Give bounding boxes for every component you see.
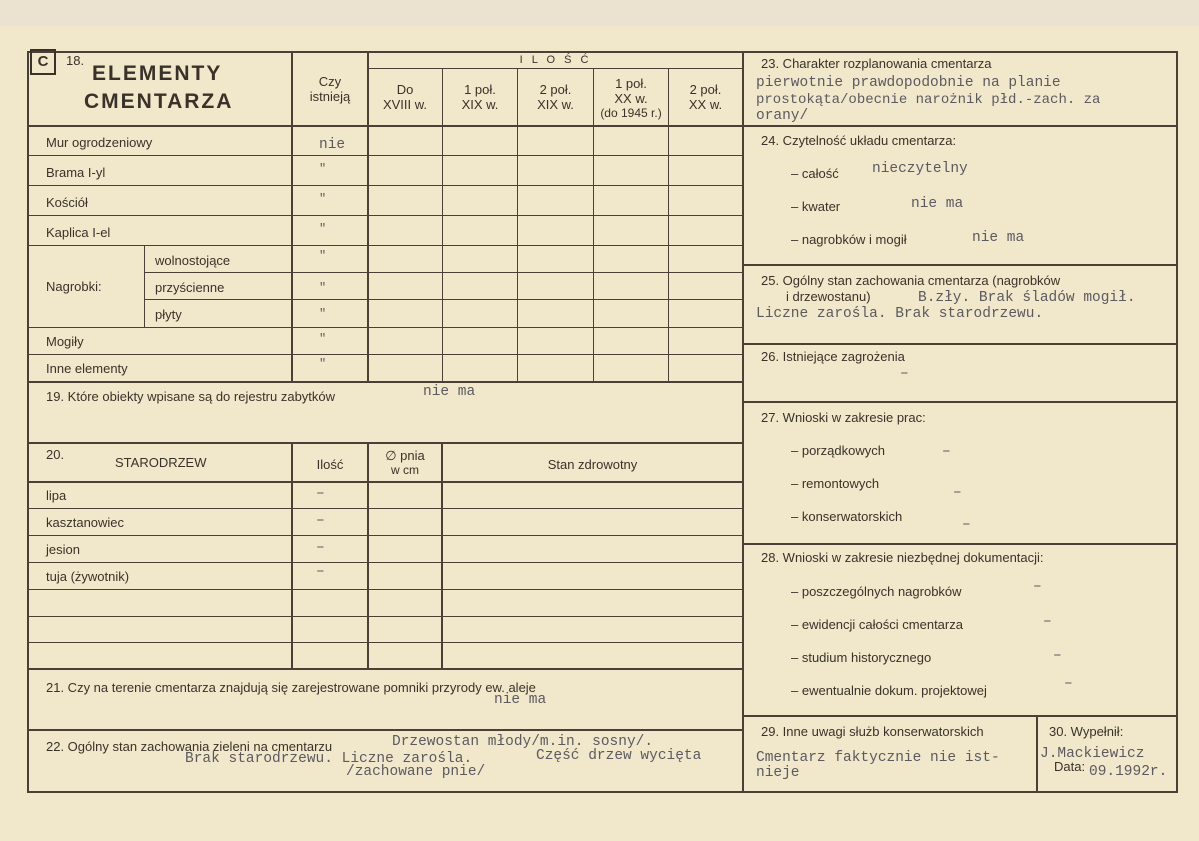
s28-bottom-line [743,715,1177,717]
s20-row-line [27,616,743,617]
s18-row-line [27,155,743,156]
col-header: 1 poł. [615,76,647,91]
nagrobki-divider [144,245,145,327]
s27-item: – porządkowych [791,443,885,458]
row-label: Nagrobki: [46,279,102,294]
ditto-mark: " [319,281,327,295]
s23-bottom-line [743,125,1177,127]
s25-value-1: B.zły. Brak śladów mogił. [918,290,1136,306]
s20-col-pnia-unit: w cm [391,463,419,477]
s24-item-label: – kwater [791,199,841,214]
s26-value: – [900,366,909,382]
s18-header-line [27,125,743,127]
ditto-mark: " [319,357,327,371]
s20-bottom-line [27,668,743,670]
s28-value: – [1043,614,1052,630]
s20-header-line [27,481,743,483]
ditto-mark: " [319,222,327,236]
tree-count: – [316,513,325,529]
s26-bottom-line [743,401,1177,403]
row-sublabel: przyścienne [155,280,225,295]
row-sublabel: wolnostojące [155,253,231,268]
ditto-mark: " [319,332,327,346]
s27-value: – [953,485,962,501]
s20-row-line [27,589,743,590]
s20-col-pnia: ∅ pnia [385,448,425,463]
s24-item-value: nie ma [972,230,1025,246]
s18-number: 18. [66,53,85,68]
s20-vline-1 [291,443,293,669]
row-label: Brama I-yl [46,165,106,180]
s23-label: 23. Charakter rozplanowania cmentarza [761,56,992,71]
s28-item: – poszczególnych nagrobków [791,584,962,599]
s24-item-value: nie ma [911,196,964,212]
frame-left [27,51,29,793]
s25-label-2: i drzewostanu) [786,289,871,304]
s22-label: 22. Ogólny stan zachowania zieleni na cmentarzu [46,739,333,754]
s23-value-2: prostokąta/obecnie narożnik płd.-zach. za [756,92,1101,108]
col-exists-line2: istnieją [309,89,351,104]
s18-row-line [144,299,743,300]
ditto-mark: " [319,249,327,263]
s28-item: – ewidencji całości cmentarza [791,617,963,632]
column-divider [742,51,744,793]
s29-label: 29. Inne uwagi służb konserwatorskich [761,724,984,739]
section-letter-box: C [30,49,56,75]
col-header: XIX w. [461,97,499,112]
s20-row-line [27,642,743,643]
s18-vline-4 [517,68,518,382]
s24-item-label: – nagrobków i mogił [791,232,907,247]
col-header: Do [396,82,414,97]
tree-label: jesion [46,542,80,557]
row-label: Mur ogrodzeniowy [46,135,153,150]
row-label: Mogiły [46,334,84,349]
s28-value: – [1033,579,1042,595]
s20-row-line [27,562,743,563]
s18-title-line1: ELEMENTY [92,62,223,85]
s23-value-1: pierwotnie prawdopodobnie na planie [756,75,1061,91]
s18-row-line [144,272,743,273]
s28-value: – [1053,648,1062,664]
s24-item-label: – całość [791,166,839,181]
s19-value: nie ma [423,384,476,400]
s30-label: 30. Wypełnił: [1049,724,1124,739]
s20-col-ilosc: Ilość [316,457,344,472]
col-header: 2 poł. [689,82,722,97]
col-header: 2 poł. [539,82,572,97]
s30-date: 09.1992r. [1089,764,1168,780]
s20-title: STARODRZEW [115,455,207,470]
s27-bottom-line [743,543,1177,545]
s18-row-line [27,245,743,246]
tree-label: kasztanowiec [46,515,125,530]
s18-row-line [27,327,743,328]
exists-value: nie [319,137,346,153]
tree-label: tuja (żywotnik) [46,569,130,584]
row-label: Inne elementy [46,361,128,376]
row-label: Kościół [46,195,88,210]
s27-item: – remontowych [791,476,880,491]
col-header: XVIII w. [382,97,428,112]
ditto-mark: " [319,307,327,321]
row-sublabel: płyty [155,307,182,322]
frame-bottom [27,791,1178,793]
s21-value: nie ma [494,692,547,708]
s22-value-1: Drzewostan młody/m.in. sosny/. [392,734,654,750]
s25-value-2: Liczne zarośla. Brak starodrzewu. [756,306,1044,322]
s18-row-line [27,354,743,355]
s23-value-3: orany/ [756,108,809,124]
s28-label: 28. Wnioski w zakresie niezbędnej dokumentacji: [761,550,1044,565]
ditto-mark: " [319,162,327,176]
s18-vline-6 [668,68,669,382]
s18-row-line [27,215,743,216]
s28-value: – [1064,676,1073,692]
s30-name: J.Mackiewicz [1040,746,1145,762]
s29-value-1: Cmentarz faktycznie nie ist- [756,750,1000,766]
col-header: XX w. [688,97,723,112]
s24-label: 24. Czytelność układu cmentarza: [761,133,957,148]
row-label: Kaplica I-el [46,225,111,240]
s22-value-3: Część drzew wycięta [536,748,702,764]
s18-title-line2: CMENTARZA [84,90,234,113]
col-header: (do 1945 r.) [600,106,662,120]
s19-label: 19. Które obiekty wpisane są do rejestru zabytków [46,389,336,404]
s24-item-value: nieczytelny [872,161,968,177]
s24-bottom-line [743,264,1177,266]
s30-date-label: Data: [1054,759,1086,774]
s20-col-stan: Stan zdrowotny [547,457,638,472]
ilosc-header: I L O Ś Ć [519,54,592,66]
tree-count: – [316,540,325,556]
s18-row-line [27,185,743,186]
s21-label: 21. Czy na terenie cmentarza znajdują się zarejestrowane pomniki przyrody ew. aleje [46,680,536,695]
s25-bottom-line [743,343,1177,345]
s18-vline-3 [442,68,443,382]
ilosc-line [368,68,743,69]
s25-label-1: 25. Ogólny stan zachowania cmentarza (nagrobków [761,273,1061,288]
s22-value-2: Brak starodrzewu. Liczne zarośla. [185,751,473,767]
col-header: 1 poł. [464,82,496,97]
s22-value-4: /zachowane pnie/ [346,764,486,780]
s27-value: – [942,444,951,460]
s27-item: – konserwatorskich [791,509,903,524]
s28-item: – ewentualnie dokum. projektowej [791,683,987,698]
s20-row-line [27,535,743,536]
s19-bottom-line [27,442,743,444]
col-exists-line1: Czy [318,74,342,89]
s29-value-2: nieje [756,765,800,781]
s27-value: – [962,517,971,533]
col-header: XIX w. [537,97,574,112]
tree-count: – [316,564,325,580]
s21-bottom-line [27,729,743,731]
s27-label: 27. Wnioski w zakresie prac: [761,410,926,425]
tree-count: – [316,486,325,502]
frame-right [1176,51,1178,793]
col-header: XX w. [614,91,648,106]
tree-label: lipa [46,488,67,503]
s20-row-line [27,508,743,509]
s18-bottom-line [27,381,743,383]
ditto-mark: " [319,192,327,206]
s28-item: – studium historycznego [791,650,932,665]
s20-vline-3 [441,443,443,669]
top-strip [0,0,1199,26]
s26-label: 26. Istniejące zagrożenia [761,349,905,364]
s20-number: 20. [46,447,65,462]
s29-s30-divider [1036,715,1038,792]
